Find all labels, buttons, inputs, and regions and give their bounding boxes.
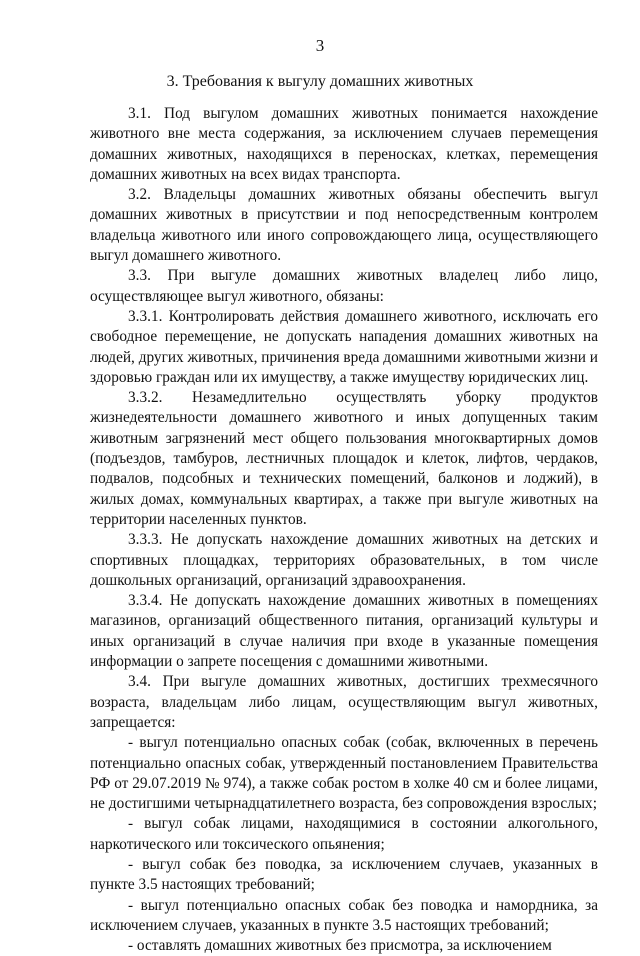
paragraph-3-2: 3.2. Владельцы домашних животных обязаны обеспечить выгул домашних животных в присутствии и под непосредственным контролем владельца животного или иного сопровождающего лица, осуществляющего выгул домашнего животного.	[90, 186, 598, 265]
section-heading: 3. Требования к выгулу домашних животных	[166, 73, 474, 90]
paragraph-3-4: 3.4. При выгуле домашних животных, достигших трехмесячного возраста, владельцам либо лицам, осуществляющим выгул животных, запрещается:	[90, 673, 598, 731]
list-item-no-leash: - выгул собак без поводка, за исключением случаев, указанных в пункте 3.5 настоящих требований;	[90, 855, 598, 894]
paragraph-3-3-1: 3.3.1. Контролировать действия домашнего животного, исключать его свободное перемещение, не допускать нападения домашних животных на людей, других животных, причинения вреда домашними животными жизни и здоровью граждан или их имуществу, а также имуществу юридических лиц.	[90, 307, 598, 386]
paragraph-3-3-3: 3.3.3. Не допускать нахождение домашних животных на детских и спортивных площадках, территориях образовательных, в том числе дошкольных организаций, организаций здравоохранения.	[90, 531, 598, 589]
document-body	[90, 104, 598, 956]
page-number: 3	[315, 36, 325, 55]
paragraph-3-3-2: 3.3.2. Незамедлительно осуществлять уборку продуктов жизнедеятельности домашнего животного и иных допущенных таким животным загрязнений мест общего пользования многоквартирных домов (подъездов, тамбуров, лестничных площадок и клеток, лифтов, чердаков, подвалов, подсобных и технических помещений, балконов и лоджий), в жилых домах, коммунальных квартирах, а также при выгуле животных на территории населенных пунктов.	[90, 389, 598, 528]
list-item-dangerous-dogs: - выгул потенциально опасных собак (собак, включенных в перечень потенциально опасных собак, утвержденный постановлением Правительства РФ от 29.07.2019 № 974), а также собак ростом в холке 40 см и более лицами, не достигшими четырнадцатилетнего возраста, без сопровождения взрослых;	[90, 734, 598, 813]
list-item-no-leash-muzzle: - выгул потенциально опасных собак без поводка и намордника, за исключением случаев, указанных в пункте 3.5 настоящих требований;	[90, 896, 598, 934]
list-item-intoxication: - выгул собак лицами, находящимися в состоянии алкогольного, наркотического или токсического опьянения;	[90, 815, 598, 853]
paragraph-3-1: 3.1. Под выгулом домашних животных понимается нахождение животного вне места содержания, за исключением случаев перемещения домашних животных, находящихся в переносках, клетках, перемещения домашних животных на всех видах транспорта.	[90, 105, 598, 183]
paragraph-3-3-4: 3.3.4. Не допускать нахождение домашних животных в помещениях магазинов, организаций общественного питания, организаций культуры и иных организаций в случае наличия при входе в указанные помещения информации о запрете посещения с домашними животными.	[90, 592, 598, 671]
paragraph-3-3: 3.3. При выгуле домашних животных владелец либо лицо, осуществляющее выгул животного, обязаны:	[90, 267, 598, 305]
list-item-unattended: - оставлять домашних животных без присмотра, за исключением	[128, 937, 552, 955]
